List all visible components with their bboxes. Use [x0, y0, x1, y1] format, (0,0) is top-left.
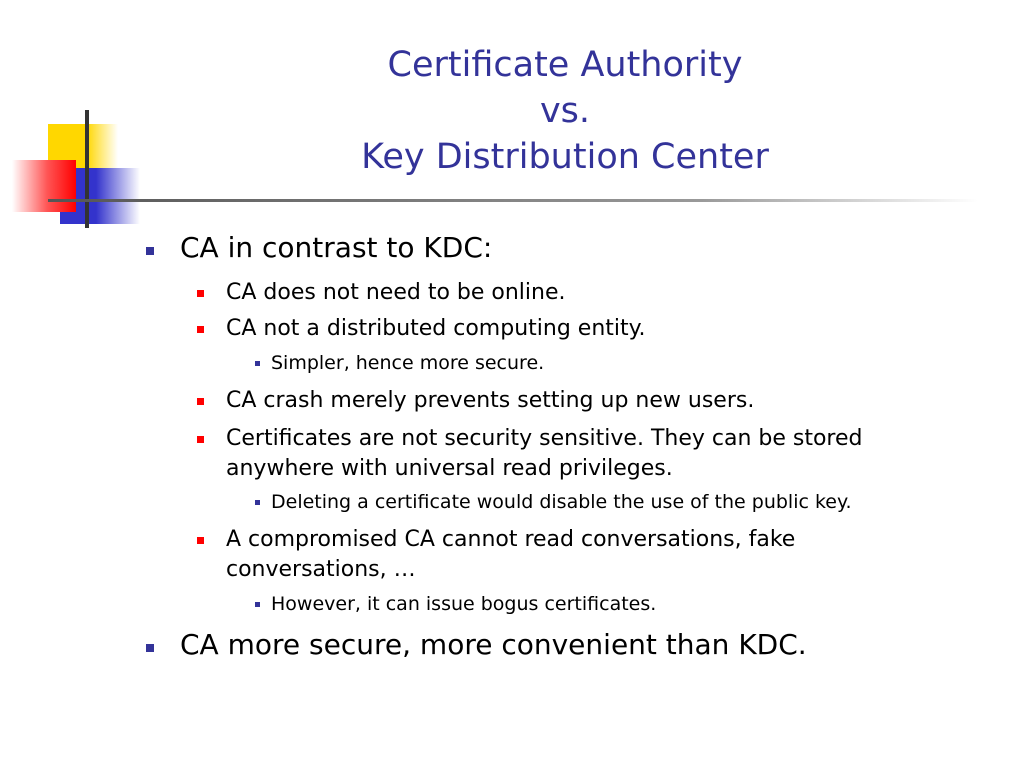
- bullet-square-icon: [146, 247, 154, 255]
- bullet-text: CA does not need to be online.: [226, 280, 566, 305]
- bullet-square-icon: [255, 500, 260, 505]
- bullet-square-icon: [197, 398, 204, 405]
- bullet-square-icon: [255, 361, 260, 366]
- bullet-text: Deleting a certificate would disable the use of the public key.: [271, 491, 852, 513]
- title-line: vs.: [539, 91, 591, 131]
- bullet-text: CA not a distributed computing entity.: [226, 316, 646, 341]
- bullet-text-continuation: conversations, …: [226, 557, 416, 582]
- bullet-square-icon: [197, 537, 204, 544]
- bullet-text: CA in contrast to KDC:: [180, 231, 493, 264]
- bullet-square-icon: [197, 290, 204, 297]
- bullet-text-continuation: anywhere with universal read privileges.: [226, 456, 673, 481]
- bullet-text: CA more secure, more convenient than KDC.: [180, 628, 807, 661]
- title-line: Key Distribution Center: [361, 137, 769, 177]
- bullet-text: A compromised CA cannot read conversations, fake: [226, 527, 796, 552]
- bullet-square-icon: [146, 644, 154, 652]
- bullet-text: Simpler, hence more secure.: [271, 352, 545, 374]
- bullet-square-icon: [255, 602, 260, 607]
- bullet-square-icon: [197, 436, 204, 443]
- title-line: Certificate Authority: [387, 45, 743, 85]
- bullet-square-icon: [197, 326, 204, 333]
- bullet-text: CA crash merely prevents setting up new users.: [226, 388, 755, 413]
- bullet-text: Certificates are not security sensitive. They can be stored: [226, 426, 863, 451]
- bullet-text: However, it can issue bogus certificates.: [271, 593, 657, 615]
